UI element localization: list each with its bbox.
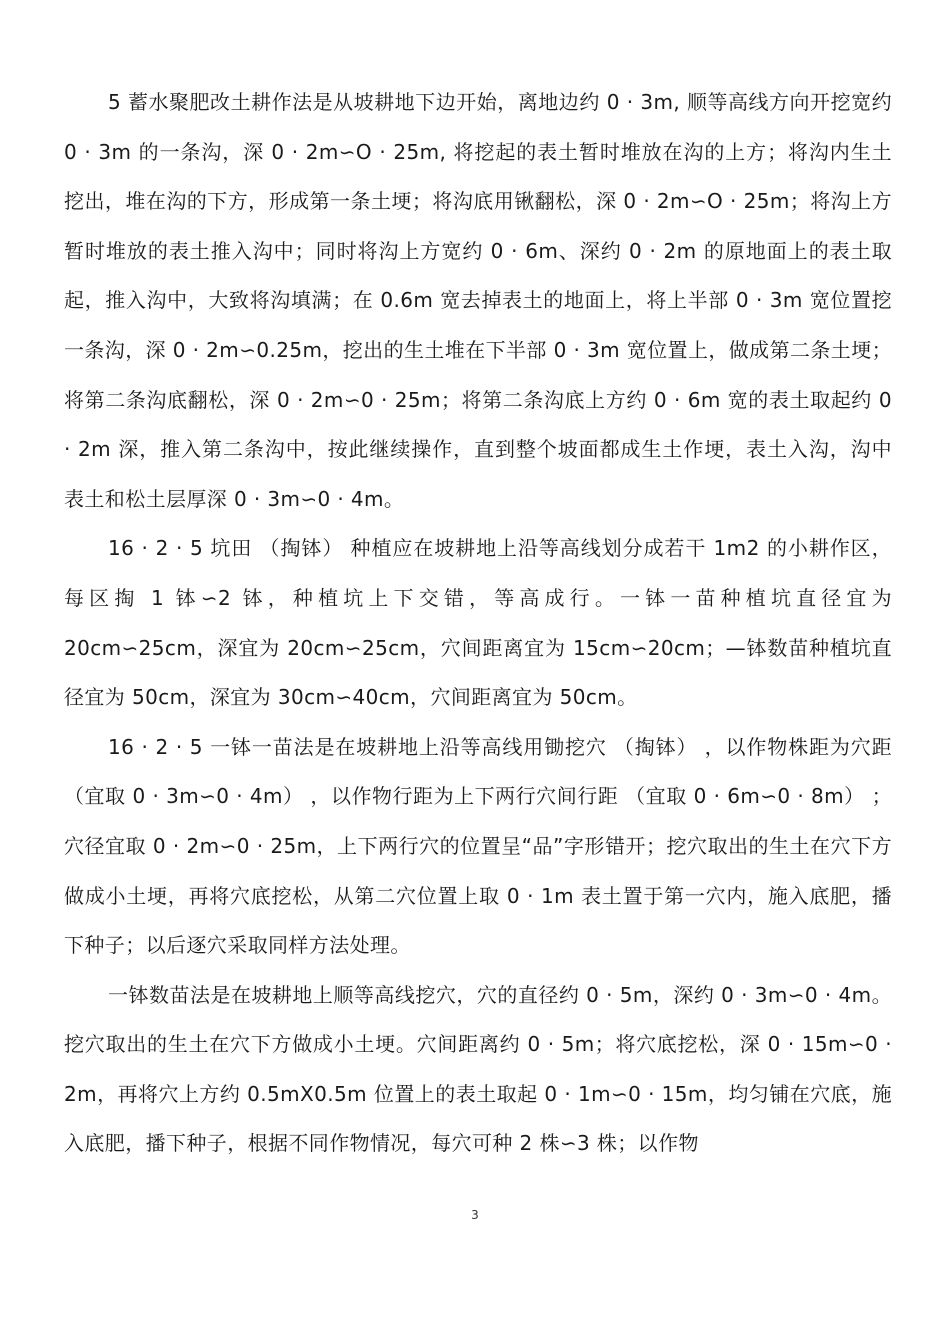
paragraph-pit-field: 16 · 2 · 5 坑田 （掏钵） 种植应在坡耕地上沿等高线划分成若干 1m2 的小耕作区，每区掏 1 钵∽2 钵，种植坑上下交错，等高成行。一钵一苗种植坑直径宜为 20cm∽25cm，深宜为 20cm∽25cm，穴间距离宜为 15cm∽20cm；—钵数苗种植坑直径宜为 50cm，深宜为 30cm∽40cm，穴间距离宜为 50cm。 [64,536,892,710]
page-number: 3 [471,1208,479,1222]
paragraph-one-pit-multi-seedling: 一钵数苗法是在坡耕地上顺等高线挖穴，穴的直径约 0 · 5m，深约 0 · 3m∽0 · 4m。挖穴取出的生土在穴下方做成小土埂。穴间距离约 0 · 5m；将穴底挖松，深 0 · 15m∽0 · 2m，再将穴上方约 0.5mΧ0.5m 位置上的表土取起 0 · 1m∽0 · 15m，均匀铺在穴底，施入底肥，播下种子，根据不同作物情况，每穴可种 2 株∽3 株；以作物 [64,982,892,1156]
paragraph-water-storage-tillage: 5 蓄水聚肥改土耕作法是从坡耕地下边开始，离地边约 0 · 3m, 顺等高线方向开挖宽约 0 · 3m 的一条沟，深 0 · 2m∽O · 25m, 将挖起的表土暂时堆放在沟的上方；将沟内生土挖出，堆在沟的下方，形成第一条土埂；将沟底用锹翻松，深 0 · 2m∽O · 25m；将沟上方暂时堆放的表土推入沟中；同时将沟上方宽约 0 · 6m、深约 0 · 2m 的原地面上的表土取起，推入沟中，大致将沟填满；在 0.6m 宽去掉表土的地面上，将上半部 0 · 3m 宽位置挖一条沟，深 0 · 2m∽0.25m，挖出的生土堆在下半部 0 · 3m 宽位置上，做成第二条土埂；将第二条沟底翻松，深 0 · 2m∽0 · 25m；将第二条沟底上方约 0 · 6m 宽的表土取起约 0 · 2m 深，推入第二条沟中，按此继续操作，直到整个坡面都成生土作埂，表土入沟，沟中表土和松土层厚深 0 · 3m∽0 · 4m。 [64,90,892,511]
document-body [64,78,892,1169]
paragraph-one-pit-one-seedling: 16 · 2 · 5 一钵一苗法是在坡耕地上沿等高线用锄挖穴 （掏钵） ，以作物株距为穴距 （宜取 0 · 3m∽0 · 4m） ，以作物行距为上下两行穴间行距 （宜取 0 · 6m∽0 · 8m） ；穴径宜取 0 · 2m∽0 · 25m，上下两行穴的位置呈“品”字形错开；挖穴取出的生土在穴下方做成小土埂，再将穴底挖松，从第二穴位置上取 0 · 1m 表土置于第一穴内，施入底肥，播下种子；以后逐穴采取同样方法处理。 [64,734,892,958]
